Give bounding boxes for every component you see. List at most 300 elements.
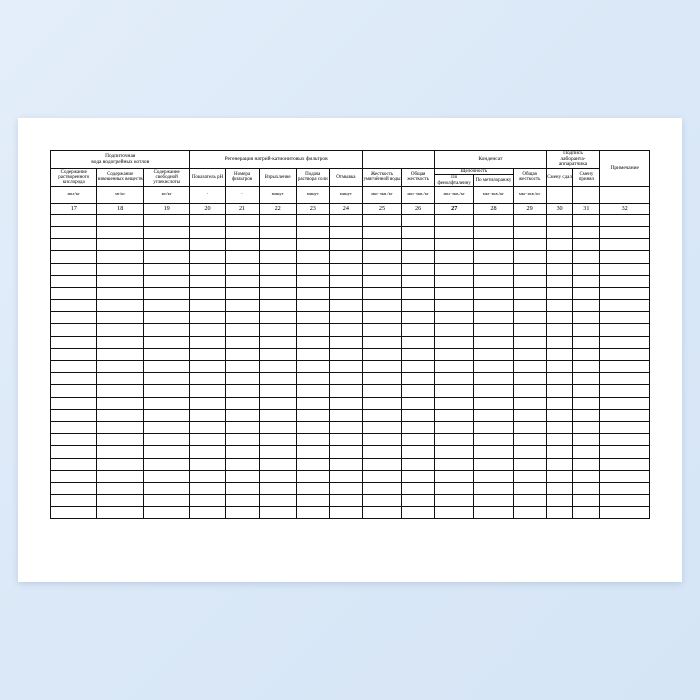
table-cell[interactable]	[190, 300, 225, 312]
table-row[interactable]	[51, 312, 650, 324]
table-cell[interactable]	[259, 287, 296, 299]
table-cell[interactable]	[546, 214, 573, 226]
table-cell[interactable]	[329, 482, 362, 494]
table-cell[interactable]	[435, 275, 474, 287]
table-cell[interactable]	[600, 361, 650, 373]
table-cell[interactable]	[546, 482, 573, 494]
table-cell[interactable]	[225, 446, 259, 458]
table-cell[interactable]	[474, 482, 513, 494]
table-cell[interactable]	[329, 507, 362, 519]
table-cell[interactable]	[546, 409, 573, 421]
table-cell[interactable]	[573, 507, 600, 519]
table-cell[interactable]	[435, 470, 474, 482]
table-cell[interactable]	[225, 214, 259, 226]
table-cell[interactable]	[97, 482, 143, 494]
table-cell[interactable]	[573, 348, 600, 360]
table-cell[interactable]	[143, 397, 189, 409]
table-cell[interactable]	[51, 336, 97, 348]
table-cell[interactable]	[546, 336, 573, 348]
table-cell[interactable]	[600, 482, 650, 494]
table-cell[interactable]	[143, 458, 189, 470]
table-cell[interactable]	[573, 251, 600, 263]
table-cell[interactable]	[573, 312, 600, 324]
table-cell[interactable]	[546, 373, 573, 385]
table-cell[interactable]	[402, 239, 435, 251]
table-cell[interactable]	[600, 348, 650, 360]
table-cell[interactable]	[97, 434, 143, 446]
table-cell[interactable]	[97, 409, 143, 421]
table-cell[interactable]	[546, 239, 573, 251]
table-row[interactable]	[51, 263, 650, 275]
table-cell[interactable]	[546, 434, 573, 446]
table-cell[interactable]	[546, 361, 573, 373]
table-cell[interactable]	[513, 482, 546, 494]
table-cell[interactable]	[573, 263, 600, 275]
table-cell[interactable]	[259, 446, 296, 458]
table-cell[interactable]	[225, 336, 259, 348]
table-cell[interactable]	[97, 385, 143, 397]
table-cell[interactable]	[573, 361, 600, 373]
table-cell[interactable]	[474, 312, 513, 324]
table-cell[interactable]	[259, 348, 296, 360]
table-row[interactable]	[51, 482, 650, 494]
table-cell[interactable]	[600, 263, 650, 275]
table-cell[interactable]	[225, 495, 259, 507]
table-cell[interactable]	[513, 409, 546, 421]
table-row[interactable]	[51, 336, 650, 348]
table-cell[interactable]	[474, 421, 513, 433]
table-cell[interactable]	[97, 507, 143, 519]
table-cell[interactable]	[190, 470, 225, 482]
table-row[interactable]	[51, 385, 650, 397]
table-cell[interactable]	[296, 312, 329, 324]
table-cell[interactable]	[190, 361, 225, 373]
table-cell[interactable]	[435, 361, 474, 373]
table-cell[interactable]	[402, 361, 435, 373]
table-cell[interactable]	[51, 421, 97, 433]
table-cell[interactable]	[143, 336, 189, 348]
table-cell[interactable]	[362, 361, 401, 373]
table-cell[interactable]	[259, 312, 296, 324]
table-cell[interactable]	[296, 226, 329, 238]
table-cell[interactable]	[143, 239, 189, 251]
table-cell[interactable]	[143, 421, 189, 433]
table-cell[interactable]	[190, 312, 225, 324]
table-cell[interactable]	[546, 300, 573, 312]
table-cell[interactable]	[600, 251, 650, 263]
table-cell[interactable]	[435, 373, 474, 385]
table-cell[interactable]	[435, 397, 474, 409]
table-row[interactable]	[51, 409, 650, 421]
table-cell[interactable]	[435, 336, 474, 348]
table-cell[interactable]	[97, 348, 143, 360]
table-cell[interactable]	[296, 361, 329, 373]
table-cell[interactable]	[546, 507, 573, 519]
table-cell[interactable]	[259, 324, 296, 336]
table-cell[interactable]	[546, 348, 573, 360]
table-cell[interactable]	[51, 507, 97, 519]
table-cell[interactable]	[362, 421, 401, 433]
table-cell[interactable]	[402, 373, 435, 385]
table-cell[interactable]	[402, 312, 435, 324]
table-cell[interactable]	[435, 446, 474, 458]
table-cell[interactable]	[225, 482, 259, 494]
table-cell[interactable]	[600, 287, 650, 299]
table-cell[interactable]	[513, 446, 546, 458]
table-cell[interactable]	[435, 214, 474, 226]
table-cell[interactable]	[51, 385, 97, 397]
table-cell[interactable]	[600, 226, 650, 238]
table-cell[interactable]	[143, 263, 189, 275]
table-cell[interactable]	[362, 409, 401, 421]
table-cell[interactable]	[143, 373, 189, 385]
table-cell[interactable]	[259, 361, 296, 373]
table-cell[interactable]	[474, 495, 513, 507]
table-cell[interactable]	[513, 361, 546, 373]
table-cell[interactable]	[513, 458, 546, 470]
table-cell[interactable]	[362, 458, 401, 470]
table-cell[interactable]	[190, 409, 225, 421]
table-cell[interactable]	[513, 397, 546, 409]
table-cell[interactable]	[600, 421, 650, 433]
table-cell[interactable]	[362, 482, 401, 494]
table-cell[interactable]	[362, 470, 401, 482]
table-cell[interactable]	[143, 226, 189, 238]
table-cell[interactable]	[225, 312, 259, 324]
table-cell[interactable]	[546, 287, 573, 299]
table-cell[interactable]	[329, 214, 362, 226]
table-cell[interactable]	[546, 226, 573, 238]
table-cell[interactable]	[329, 348, 362, 360]
table-cell[interactable]	[329, 373, 362, 385]
table-cell[interactable]	[600, 397, 650, 409]
table-cell[interactable]	[474, 214, 513, 226]
table-cell[interactable]	[573, 385, 600, 397]
table-cell[interactable]	[435, 409, 474, 421]
table-cell[interactable]	[474, 348, 513, 360]
table-cell[interactable]	[296, 458, 329, 470]
table-cell[interactable]	[474, 300, 513, 312]
table-cell[interactable]	[600, 336, 650, 348]
table-cell[interactable]	[51, 239, 97, 251]
table-cell[interactable]	[402, 263, 435, 275]
table-cell[interactable]	[143, 385, 189, 397]
table-cell[interactable]	[97, 397, 143, 409]
table-cell[interactable]	[402, 397, 435, 409]
table-cell[interactable]	[190, 434, 225, 446]
table-cell[interactable]	[329, 251, 362, 263]
table-cell[interactable]	[259, 300, 296, 312]
table-cell[interactable]	[600, 300, 650, 312]
table-cell[interactable]	[97, 251, 143, 263]
table-cell[interactable]	[259, 397, 296, 409]
table-row[interactable]	[51, 361, 650, 373]
table-cell[interactable]	[259, 482, 296, 494]
table-cell[interactable]	[296, 495, 329, 507]
table-cell[interactable]	[143, 287, 189, 299]
table-cell[interactable]	[97, 275, 143, 287]
table-cell[interactable]	[329, 324, 362, 336]
table-cell[interactable]	[190, 482, 225, 494]
table-cell[interactable]	[513, 287, 546, 299]
table-cell[interactable]	[51, 373, 97, 385]
table-cell[interactable]	[190, 251, 225, 263]
table-cell[interactable]	[513, 421, 546, 433]
table-cell[interactable]	[402, 482, 435, 494]
table-cell[interactable]	[329, 397, 362, 409]
table-cell[interactable]	[513, 324, 546, 336]
table-cell[interactable]	[600, 495, 650, 507]
table-cell[interactable]	[225, 348, 259, 360]
table-cell[interactable]	[546, 397, 573, 409]
table-cell[interactable]	[573, 482, 600, 494]
table-cell[interactable]	[362, 385, 401, 397]
table-cell[interactable]	[259, 434, 296, 446]
table-cell[interactable]	[97, 214, 143, 226]
table-cell[interactable]	[546, 421, 573, 433]
table-cell[interactable]	[329, 263, 362, 275]
table-cell[interactable]	[97, 495, 143, 507]
table-row[interactable]	[51, 275, 650, 287]
table-cell[interactable]	[402, 507, 435, 519]
table-cell[interactable]	[474, 226, 513, 238]
table-cell[interactable]	[51, 482, 97, 494]
table-cell[interactable]	[259, 373, 296, 385]
table-cell[interactable]	[225, 239, 259, 251]
table-cell[interactable]	[474, 287, 513, 299]
table-cell[interactable]	[573, 324, 600, 336]
table-cell[interactable]	[296, 470, 329, 482]
table-cell[interactable]	[546, 324, 573, 336]
table-cell[interactable]	[474, 336, 513, 348]
table-cell[interactable]	[259, 214, 296, 226]
table-cell[interactable]	[513, 507, 546, 519]
table-cell[interactable]	[97, 470, 143, 482]
table-cell[interactable]	[259, 239, 296, 251]
table-cell[interactable]	[143, 214, 189, 226]
table-cell[interactable]	[190, 385, 225, 397]
table-cell[interactable]	[296, 336, 329, 348]
table-cell[interactable]	[225, 458, 259, 470]
table-cell[interactable]	[97, 263, 143, 275]
table-cell[interactable]	[190, 239, 225, 251]
table-cell[interactable]	[259, 385, 296, 397]
table-cell[interactable]	[51, 275, 97, 287]
table-cell[interactable]	[225, 385, 259, 397]
table-cell[interactable]	[97, 324, 143, 336]
table-cell[interactable]	[51, 263, 97, 275]
table-cell[interactable]	[143, 312, 189, 324]
table-cell[interactable]	[362, 263, 401, 275]
table-cell[interactable]	[600, 324, 650, 336]
table-cell[interactable]	[513, 275, 546, 287]
table-cell[interactable]	[435, 482, 474, 494]
table-cell[interactable]	[402, 324, 435, 336]
table-cell[interactable]	[573, 275, 600, 287]
table-cell[interactable]	[513, 251, 546, 263]
table-cell[interactable]	[474, 239, 513, 251]
table-cell[interactable]	[296, 214, 329, 226]
table-cell[interactable]	[435, 226, 474, 238]
table-cell[interactable]	[573, 446, 600, 458]
table-cell[interactable]	[474, 446, 513, 458]
table-cell[interactable]	[225, 300, 259, 312]
table-cell[interactable]	[573, 458, 600, 470]
table-cell[interactable]	[513, 373, 546, 385]
table-cell[interactable]	[573, 397, 600, 409]
table-cell[interactable]	[435, 495, 474, 507]
table-cell[interactable]	[362, 300, 401, 312]
table-cell[interactable]	[225, 421, 259, 433]
table-cell[interactable]	[329, 458, 362, 470]
table-cell[interactable]	[190, 507, 225, 519]
table-cell[interactable]	[474, 409, 513, 421]
table-cell[interactable]	[51, 458, 97, 470]
table-cell[interactable]	[513, 348, 546, 360]
table-cell[interactable]	[513, 263, 546, 275]
table-cell[interactable]	[600, 214, 650, 226]
table-cell[interactable]	[362, 275, 401, 287]
table-cell[interactable]	[435, 348, 474, 360]
table-cell[interactable]	[402, 470, 435, 482]
table-cell[interactable]	[402, 409, 435, 421]
table-cell[interactable]	[362, 446, 401, 458]
table-row[interactable]	[51, 300, 650, 312]
table-cell[interactable]	[329, 409, 362, 421]
table-cell[interactable]	[51, 214, 97, 226]
table-row[interactable]	[51, 470, 650, 482]
table-cell[interactable]	[573, 421, 600, 433]
table-cell[interactable]	[190, 226, 225, 238]
table-cell[interactable]	[362, 214, 401, 226]
table-cell[interactable]	[362, 312, 401, 324]
table-cell[interactable]	[362, 287, 401, 299]
table-cell[interactable]	[513, 470, 546, 482]
table-cell[interactable]	[296, 434, 329, 446]
table-cell[interactable]	[259, 470, 296, 482]
table-cell[interactable]	[546, 251, 573, 263]
table-cell[interactable]	[362, 336, 401, 348]
table-cell[interactable]	[259, 226, 296, 238]
table-cell[interactable]	[190, 287, 225, 299]
table-cell[interactable]	[190, 348, 225, 360]
table-row[interactable]	[51, 421, 650, 433]
table-cell[interactable]	[573, 287, 600, 299]
table-cell[interactable]	[513, 226, 546, 238]
table-cell[interactable]	[296, 324, 329, 336]
table-cell[interactable]	[546, 446, 573, 458]
table-cell[interactable]	[402, 348, 435, 360]
table-cell[interactable]	[143, 300, 189, 312]
table-cell[interactable]	[97, 336, 143, 348]
table-cell[interactable]	[225, 434, 259, 446]
table-cell[interactable]	[329, 495, 362, 507]
table-cell[interactable]	[546, 312, 573, 324]
table-cell[interactable]	[402, 226, 435, 238]
table-cell[interactable]	[362, 251, 401, 263]
table-cell[interactable]	[190, 324, 225, 336]
table-cell[interactable]	[362, 348, 401, 360]
table-cell[interactable]	[513, 434, 546, 446]
table-cell[interactable]	[190, 214, 225, 226]
table-cell[interactable]	[225, 409, 259, 421]
table-cell[interactable]	[329, 434, 362, 446]
table-cell[interactable]	[259, 495, 296, 507]
table-cell[interactable]	[474, 361, 513, 373]
table-cell[interactable]	[329, 446, 362, 458]
table-cell[interactable]	[51, 495, 97, 507]
table-cell[interactable]	[600, 373, 650, 385]
table-cell[interactable]	[190, 458, 225, 470]
table-cell[interactable]	[296, 263, 329, 275]
table-cell[interactable]	[259, 275, 296, 287]
table-cell[interactable]	[546, 263, 573, 275]
table-cell[interactable]	[402, 385, 435, 397]
table-cell[interactable]	[225, 361, 259, 373]
table-cell[interactable]	[573, 409, 600, 421]
table-cell[interactable]	[474, 470, 513, 482]
table-cell[interactable]	[474, 263, 513, 275]
table-cell[interactable]	[51, 287, 97, 299]
table-cell[interactable]	[474, 507, 513, 519]
table-cell[interactable]	[143, 482, 189, 494]
table-cell[interactable]	[296, 385, 329, 397]
table-cell[interactable]	[225, 373, 259, 385]
table-cell[interactable]	[546, 470, 573, 482]
table-row[interactable]	[51, 214, 650, 226]
table-cell[interactable]	[97, 421, 143, 433]
table-cell[interactable]	[513, 214, 546, 226]
table-cell[interactable]	[435, 434, 474, 446]
table-cell[interactable]	[296, 482, 329, 494]
table-cell[interactable]	[573, 373, 600, 385]
table-cell[interactable]	[225, 226, 259, 238]
table-cell[interactable]	[190, 421, 225, 433]
table-cell[interactable]	[573, 470, 600, 482]
table-cell[interactable]	[474, 251, 513, 263]
table-cell[interactable]	[143, 507, 189, 519]
table-cell[interactable]	[143, 446, 189, 458]
table-cell[interactable]	[225, 263, 259, 275]
table-cell[interactable]	[97, 361, 143, 373]
table-cell[interactable]	[435, 324, 474, 336]
table-row[interactable]	[51, 397, 650, 409]
table-cell[interactable]	[329, 312, 362, 324]
table-cell[interactable]	[600, 446, 650, 458]
table-cell[interactable]	[51, 361, 97, 373]
table-cell[interactable]	[51, 324, 97, 336]
table-cell[interactable]	[296, 421, 329, 433]
table-cell[interactable]	[329, 287, 362, 299]
table-cell[interactable]	[402, 446, 435, 458]
table-cell[interactable]	[51, 434, 97, 446]
table-cell[interactable]	[329, 275, 362, 287]
table-cell[interactable]	[143, 348, 189, 360]
table-cell[interactable]	[600, 385, 650, 397]
table-cell[interactable]	[97, 373, 143, 385]
table-cell[interactable]	[513, 239, 546, 251]
table-cell[interactable]	[296, 275, 329, 287]
table-cell[interactable]	[600, 239, 650, 251]
table-cell[interactable]	[225, 251, 259, 263]
table-cell[interactable]	[573, 336, 600, 348]
table-cell[interactable]	[435, 385, 474, 397]
table-cell[interactable]	[190, 275, 225, 287]
table-cell[interactable]	[329, 385, 362, 397]
table-cell[interactable]	[573, 226, 600, 238]
table-cell[interactable]	[513, 495, 546, 507]
table-cell[interactable]	[362, 324, 401, 336]
